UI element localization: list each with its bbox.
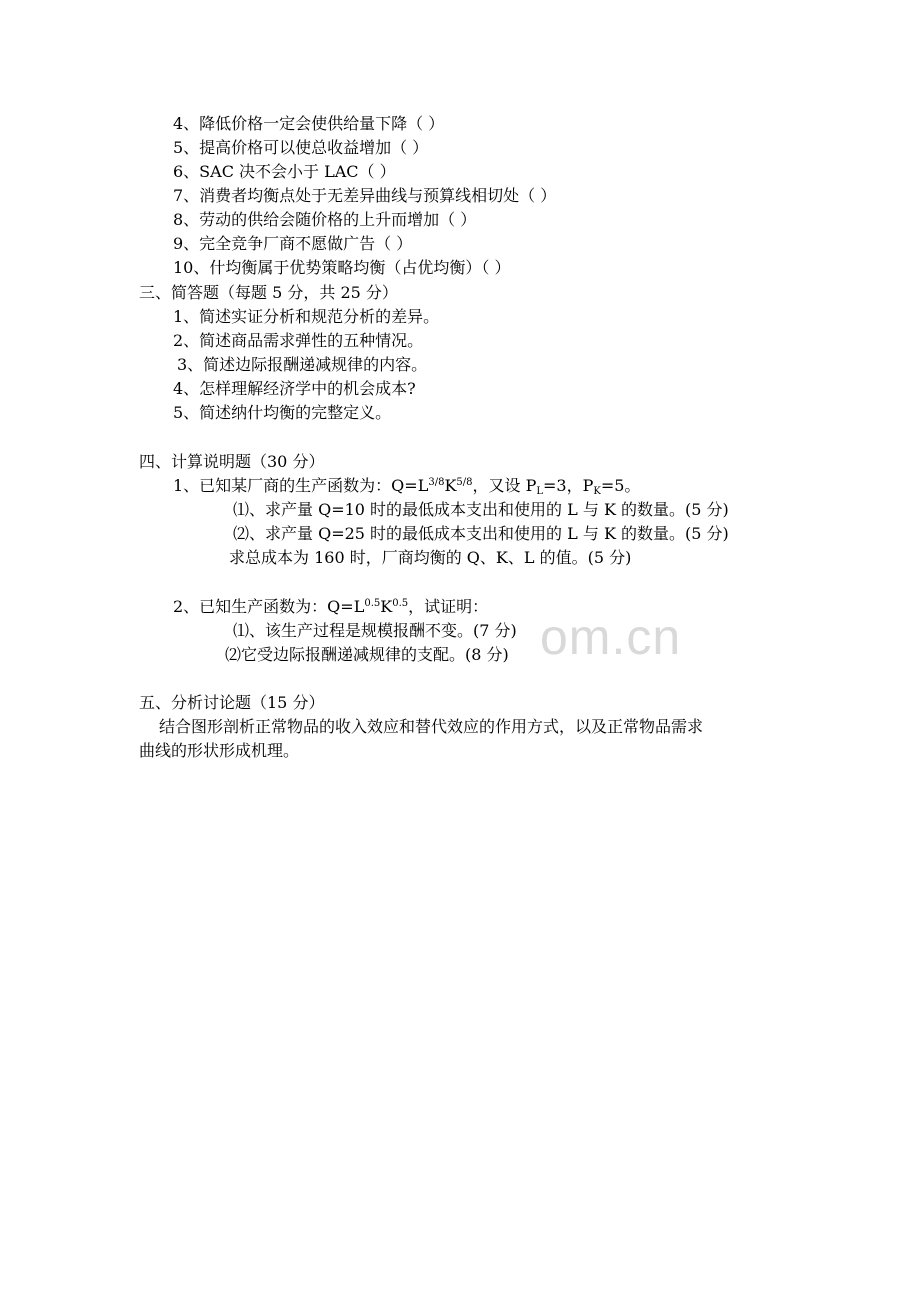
tf-question-6: 6、SAC 决不会小于 LAC（ ） <box>173 162 396 181</box>
calc-p1-eq1: =3，P <box>542 476 594 495</box>
short-question-5: 5、简述纳什均衡的完整定义。 <box>173 403 392 422</box>
calc-p1-lead: 1、已知某厂商的生产函数为：Q=L <box>173 476 429 495</box>
discussion-heading: 五、分析讨论题（15 分） <box>139 693 325 712</box>
short-question-4: 4、怎样理解经济学中的机会成本? <box>173 379 416 398</box>
tf-question-4: 4、降低价格一定会使供给量下降（ ） <box>173 114 445 133</box>
calc-p2-exponent-k: 0.5 <box>392 598 409 609</box>
tf-question-8: 8、劳动的供给会随价格的上升而增加（ ） <box>173 210 477 229</box>
calc-problem-1-part-2: ⑵、求产量 Q=25 时的最低成本支出和使用的 L 与 K 的数量。(5 分) <box>233 524 729 543</box>
tf-question-7: 7、消费者均衡点处于无差异曲线与预算线相切处（ ） <box>173 186 557 205</box>
calc-problem-1-part-3: 求总成本为 160 时，厂商均衡的 Q、K、L 的值。(5 分) <box>229 548 632 567</box>
calc-p2-k: K <box>380 597 393 616</box>
tf-question-10: 10、什均衡属于优势策略均衡（占优均衡）（ ） <box>173 258 511 277</box>
calc-p1-exponent-k: 5/8 <box>456 477 473 488</box>
calc-p1-subscript-l: L <box>536 486 543 497</box>
short-question-3: 3、简述边际报酬递减规律的内容。 <box>177 355 428 374</box>
calc-problem-1-part-1: ⑴、求产量 Q=10 时的最低成本支出和使用的 L 与 K 的数量。(5 分) <box>233 500 729 519</box>
calc-p1-eq2: =5。 <box>600 476 641 495</box>
discussion-body-line-2: 曲线的形状形成机理。 <box>139 741 300 760</box>
calc-p1-subscript-k: K <box>593 486 601 497</box>
short-answer-heading: 三、简答题（每题 5 分，共 25 分） <box>139 283 398 302</box>
watermark: om.cn <box>540 609 682 665</box>
calc-problem-1-statement <box>173 475 640 497</box>
calculation-heading: 四、计算说明题（30 分） <box>139 452 325 471</box>
calc-problem-2-statement <box>173 596 488 618</box>
calc-p1-k: K <box>444 476 457 495</box>
calc-problem-2-part-1: ⑴、该生产过程是规模报酬不变。(7 分) <box>233 621 517 640</box>
calc-p2-tail: ，试证明： <box>408 597 489 616</box>
calc-p2-lead: 2、已知生产函数为：Q=L <box>173 597 365 616</box>
discussion-body-line-1: 结合图形剖析正常物品的收入效应和替代效应的作用方式，以及正常物品需求 <box>159 717 704 736</box>
calc-p1-exponent-l: 3/8 <box>428 477 445 488</box>
tf-question-9: 9、完全竞争厂商不愿做广告（ ） <box>173 234 413 253</box>
short-question-2: 2、简述商品需求弹性的五种情况。 <box>173 331 424 350</box>
calc-problem-2-part-2: ⑵它受边际报酬递减规律的支配。(8 分) <box>225 645 509 664</box>
calc-p2-exponent-l: 0.5 <box>364 598 381 609</box>
short-question-1: 1、简述实证分析和规范分析的差异。 <box>173 307 440 326</box>
calc-p1-mid: ，又设 P <box>472 476 537 495</box>
tf-question-5: 5、提高价格可以使总收益增加（ ） <box>173 138 429 157</box>
